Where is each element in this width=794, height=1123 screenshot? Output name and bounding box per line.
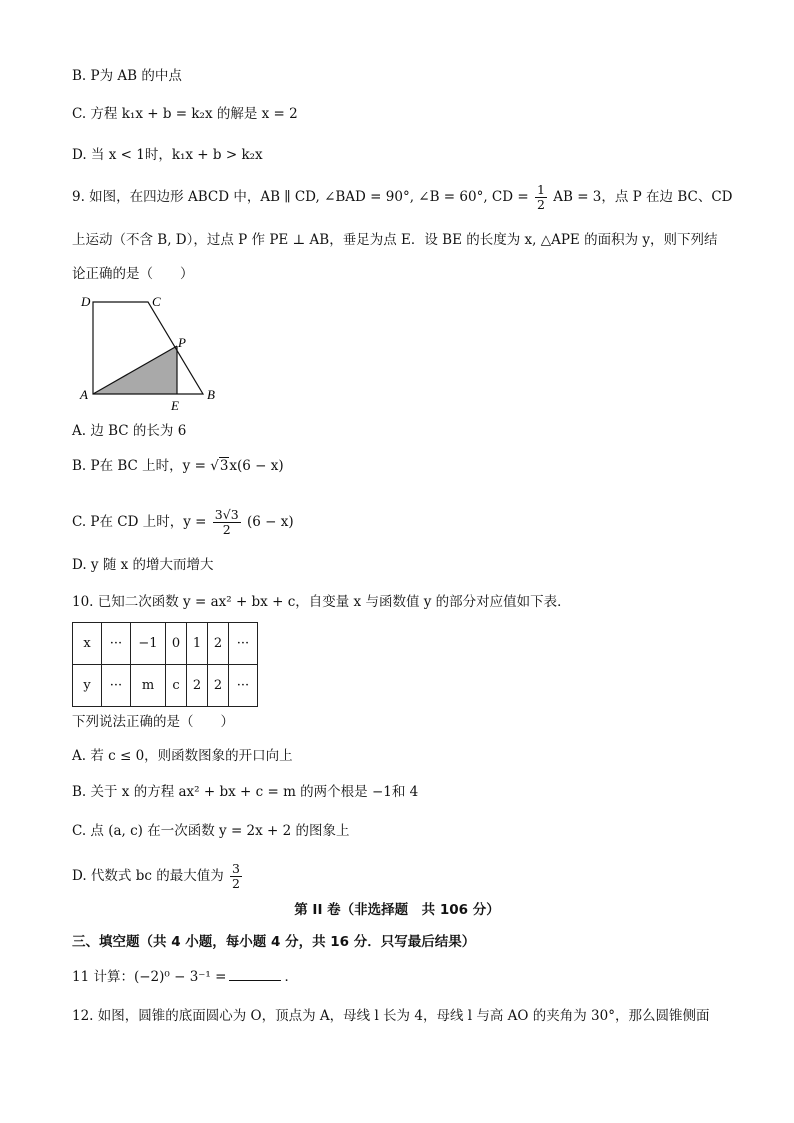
label-e: E xyxy=(171,398,179,413)
q10-option-d-pre: D. 代数式 bc 的最大值为 xyxy=(72,868,224,884)
q10-option-d-num: 3 xyxy=(232,861,240,876)
q11-text: 11 计算：(−2)⁰ − 3⁻¹ = xyxy=(72,969,227,985)
label-p: P xyxy=(178,335,186,350)
q9-option-c-den: 2 xyxy=(222,522,231,537)
table-cell: x xyxy=(73,623,102,665)
q10-option-d xyxy=(72,862,244,891)
q9-stem-part2: AB = 3，点 P 在边 BC、CD xyxy=(553,189,733,205)
q10-value-table xyxy=(72,622,258,707)
q9-stem-line3: 论正确的是（ ） xyxy=(72,266,194,282)
table-cell: 2 xyxy=(187,665,208,707)
q9-option-c-post: (6 − x) xyxy=(246,514,294,530)
q9-stem-line1 xyxy=(72,183,733,212)
table-cell: 1 xyxy=(187,623,208,665)
q11-answer-blank xyxy=(229,966,281,981)
q10-option-a: A. 若 c ≤ 0，则函数图象的开口向上 xyxy=(72,748,293,764)
q10-option-b: B. 关于 x 的方程 ax² + bx + c = m 的两个根是 −1和 4 xyxy=(72,784,419,800)
table-cell: ··· xyxy=(102,665,131,707)
q9-quadrilateral-figure xyxy=(74,290,224,416)
q9-option-b-pre: B. P在 BC 上时，y = xyxy=(72,458,206,474)
table-cell: ··· xyxy=(229,665,258,707)
table-cell: −1 xyxy=(131,623,166,665)
table-cell: m xyxy=(131,665,166,707)
q9-option-b: B. P在 BC 上时，y = √3x(6 − x) xyxy=(72,458,284,474)
q11-tail: ． xyxy=(284,969,298,985)
table-cell: 2 xyxy=(208,623,229,665)
q8-option-b: B. P为 AB 的中点 xyxy=(72,68,182,84)
label-d: D xyxy=(81,294,91,309)
q9-option-a: A. 边 BC 的长为 6 xyxy=(72,423,187,439)
table-row-y xyxy=(73,665,258,707)
q9-frac-den: 2 xyxy=(536,197,545,212)
label-a: A xyxy=(80,387,88,402)
q8-option-c: C. 方程 k₁x + b = k₂x 的解是 x = 2 xyxy=(72,106,298,122)
q9-fraction-half xyxy=(535,183,547,212)
q9-option-d: D. y 随 x 的增大而增大 xyxy=(72,557,214,573)
q10-option-d-fraction xyxy=(230,862,242,891)
q9-stem-line2: 上运动（不含 B, D），过点 P 作 PE ⊥ AB，垂足为点 E．设 BE 的长度为 x, △APE 的面积为 y，则下列结 xyxy=(72,232,718,248)
q9-option-c-pre: C. P在 CD 上时，y = xyxy=(72,514,207,530)
label-b: B xyxy=(207,387,215,402)
q10-ask: 下列说法正确的是（ ） xyxy=(72,714,234,730)
q9-option-c-num: 3√3 xyxy=(214,507,239,522)
q9-option-b-sqrt: 3 xyxy=(219,458,229,474)
q9-option-c-fraction xyxy=(213,508,241,537)
q9-option-b-post: x(6 − x) xyxy=(229,458,284,474)
table-row-x xyxy=(73,623,258,665)
q10-option-d-den: 2 xyxy=(232,876,240,891)
table-cell: 0 xyxy=(166,623,187,665)
table-cell: 2 xyxy=(208,665,229,707)
q10-option-c: C. 点 (a, c) 在一次函数 y = 2x + 2 的图象上 xyxy=(72,823,350,839)
q9-option-c xyxy=(72,508,294,537)
table-cell: y xyxy=(73,665,102,707)
part3-heading: 三、填空题（共 4 小题，每小题 4 分，共 16 分．只写最后结果） xyxy=(72,934,476,950)
q9-frac-num: 1 xyxy=(536,182,545,197)
table-cell: ··· xyxy=(229,623,258,665)
q11-line xyxy=(72,966,298,987)
q8-option-d: D. 当 x < 1时，k₁x + b > k₂x xyxy=(72,147,263,163)
q12-stem: 12. 如图，圆锥的底面圆心为 O，顶点为 A，母线 l 长为 4，母线 l 与高 AO 的夹角为 30°，那么圆锥侧面 xyxy=(72,1008,710,1024)
table-cell: ··· xyxy=(102,623,131,665)
table-cell: c xyxy=(166,665,187,707)
q9-stem-part1: 9. 如图，在四边形 ABCD 中，AB ∥ CD, ∠BAD = 90°, ∠B = 60°, CD = xyxy=(72,189,529,205)
section-title: 第 II 卷（非选择题 共 106 分） xyxy=(294,902,500,918)
q10-stem: 10. 已知二次函数 y = ax² + bx + c，自变量 x 与函数值 y 的部分对应值如下表． xyxy=(72,594,571,610)
label-c: C xyxy=(152,294,161,309)
